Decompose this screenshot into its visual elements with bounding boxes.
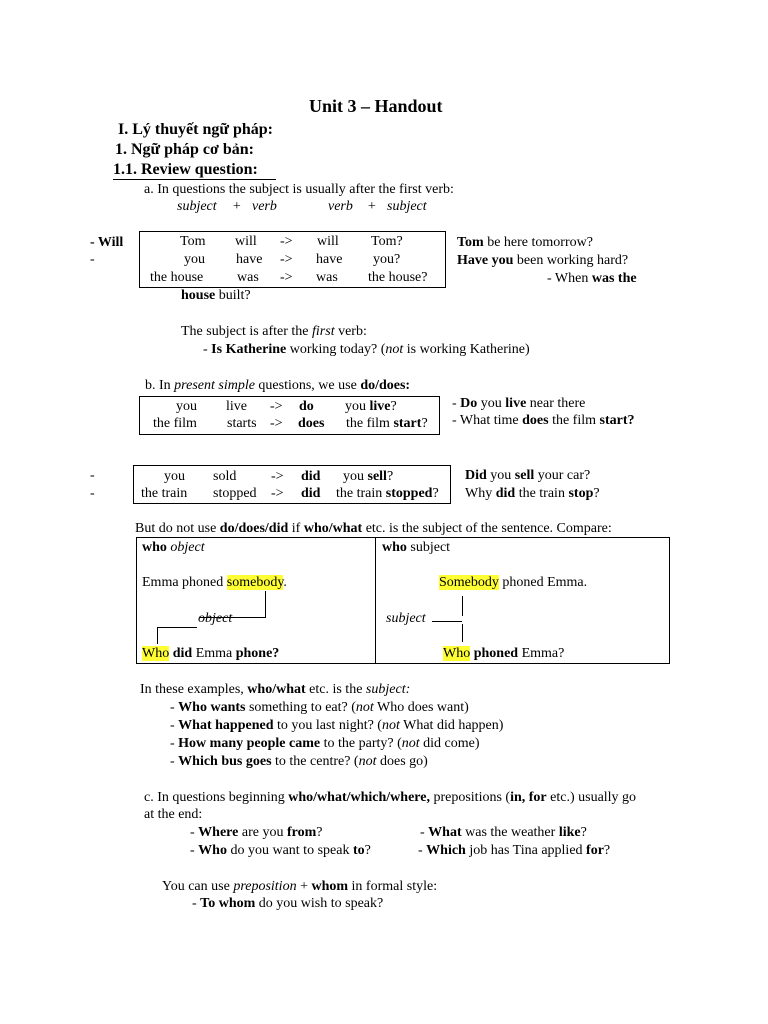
table-b-past [133,465,451,504]
sec-b-intro: b. In present simple questions, we use do/does: [145,378,411,393]
object-connector-h2 [157,627,197,628]
table-cell: -> [270,399,283,414]
formula-verb-2: verb [328,199,353,214]
object-label: object [198,611,233,626]
table-cell: stopped [213,486,257,501]
formula-plus-2: + [367,199,377,214]
list-item: - Which bus goes to the centre? (not does go) [170,754,428,769]
table-cell: -> [280,234,293,249]
table-cell: have [316,252,343,267]
table-cell: the train stopped? [336,486,439,501]
table-cell: sold [213,469,237,484]
heading-2 [115,141,254,159]
right-sentence: Somebody phoned Emma. [439,575,588,590]
sec-a-note-ex: - Is Katherine working today? (not is working Katherine) [203,342,530,357]
subject-connector-v2 [462,624,463,642]
subject-connector-h [432,621,462,622]
compare-divider [375,538,376,663]
table-cell: was [316,270,338,285]
table-cell: the film [153,416,197,431]
table-cell: live [226,399,247,414]
table-cell: the train [141,486,188,501]
formula-subject-2: subject [387,199,427,214]
formula-verb: verb [252,199,277,214]
page-title: Unit 3 – Handout [309,96,443,116]
table-cell: does [298,416,325,431]
table-cell: -> [270,416,283,431]
table-cell: will [235,234,257,249]
heading-3: 1.1. Review question: [113,161,276,180]
left-label-dash-3: - [90,468,95,483]
table-b [139,396,440,435]
sec-c-ex-1: - Where are you from? [190,825,323,840]
right-head: who subject [382,540,451,555]
sec-b-ex-3: Did you sell your car? [465,468,591,483]
subject-label: subject [386,611,426,626]
sec-a-intro: a. In questions the subject is usually after the first verb: [144,182,454,197]
compare-intro: But do not use do/does/did if who/what etc. is the subject of the sentence. Compare: [135,521,612,536]
sec-a-ex-2: Have you been working hard? [457,253,629,268]
object-connector-v2 [157,627,158,644]
compare-table [136,537,670,664]
formula-plus: + [232,199,242,214]
formula-subject: subject [177,199,217,214]
heading-1-num: I. [118,121,129,138]
sec-c-line-1: c. In questions beginning who/what/which/where, prepositions (in, for etc.) usually go [144,790,637,805]
sec-a-ex-3b: house built? [181,288,251,303]
sec-b-ex-1: - Do you live near there [452,396,586,411]
left-head: who object [142,540,205,555]
heading-1-text: Lý thuyết ngữ pháp: [132,121,273,138]
sec-c-line-2: at the end: [144,807,203,822]
sec-c-ex-3: - Who do you want to speak to? [190,843,371,858]
table-cell: starts [227,416,257,431]
left-label-dash: - [90,252,95,267]
table-cell: do [299,399,314,414]
list-item: - Who wants something to eat? (not Who does want) [170,700,469,715]
sec-c-ex-4: - Which job has Tina applied for? [418,843,611,858]
table-cell: was [237,270,259,285]
formal-example: - To whom do you wish to speak? [192,896,384,911]
left-sentence: Emma phoned somebody. [142,575,287,590]
right-question: Who phoned Emma? [443,646,565,661]
table-cell: you sell? [343,469,394,484]
subject-connector-v [462,596,463,616]
object-connector-v [265,591,266,617]
table-cell: you? [373,252,401,267]
table-cell: -> [280,270,293,285]
table-cell: the house? [368,270,428,285]
sec-a-ex-3: - When was the [547,271,637,286]
heading-2-text: Ngữ pháp cơ bản: [131,141,254,158]
table-cell: -> [271,469,284,484]
list-item: - What happened to you last night? (not What did happen) [170,718,504,733]
table-cell: you [184,252,205,267]
subject-intro: In these examples, who/what etc. is the subject: [140,682,411,697]
table-cell: -> [271,486,284,501]
table-cell: Tom [180,234,206,249]
table-cell: did [301,486,321,501]
table-cell: did [301,469,321,484]
heading-2-num: 1. [115,141,127,158]
table-cell: have [236,252,263,267]
sec-c-ex-2: - What was the weather like? [420,825,587,840]
left-question: Who did Emma phone? [142,646,280,661]
table-cell: you [176,399,197,414]
left-label-dash-4: - [90,486,95,501]
table-cell: -> [280,252,293,267]
table-cell: will [317,234,339,249]
sec-a-ex-1: Tom be here tomorrow? [457,235,593,250]
list-item: - How many people came to the party? (not did come) [170,736,480,751]
formal-intro: You can use preposition + whom in formal style: [162,879,438,894]
sec-b-ex-2: - What time does the film start? [452,413,635,428]
table-cell: the house [150,270,204,285]
table-a [139,231,446,288]
table-cell: you live? [345,399,397,414]
table-cell: Tom? [371,234,403,249]
table-cell: the film start? [346,416,428,431]
sec-a-note: The subject is after the first verb: [181,324,367,339]
heading-1 [118,121,273,139]
sec-b-ex-4: Why did the train stop? [465,486,600,501]
table-cell: you [164,469,185,484]
left-label-will: - Will [90,235,124,250]
